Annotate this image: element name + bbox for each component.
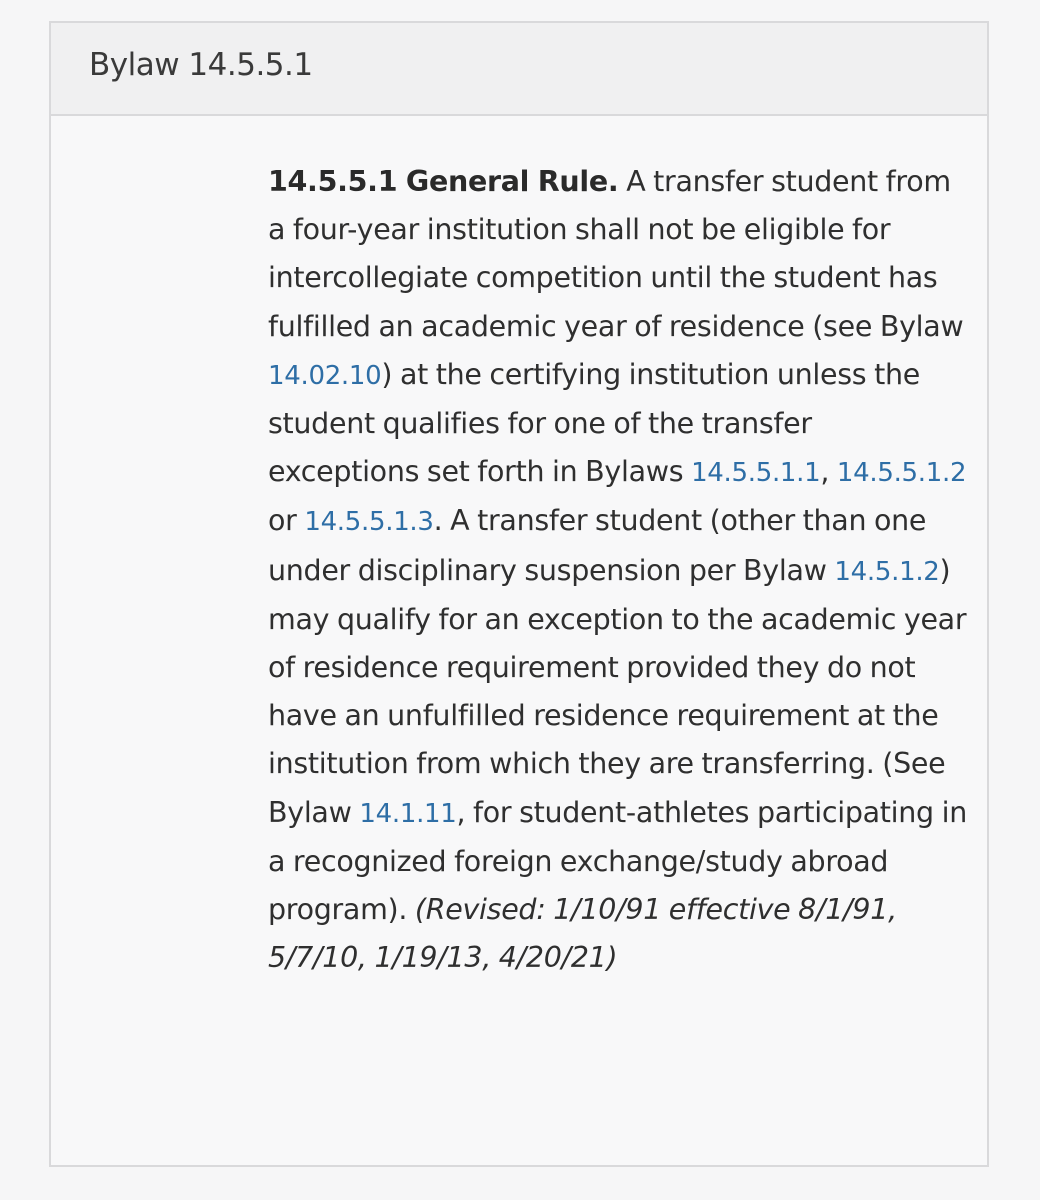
rule-text-segment: A transfer student from a four-year institution shall not be eligible for intercollegiate competition until the student has fulfilled an academic year of residence (see Bylaw — [268, 165, 964, 343]
panel-header — [51, 23, 987, 116]
bylaw-panel — [49, 21, 989, 1167]
rule-text-segment: , — [820, 455, 837, 489]
revision-history: (Revised: 1/10/91 effective 8/1/91, 5/7/10, 1/19/13, 4/20/21) — [268, 893, 897, 975]
rule-text-segment: ) at the certifying institution unless the student qualifies for one of the transfer exceptions set forth in Bylaws — [268, 357, 920, 489]
bylaw-link-14-5-5-1-2[interactable]: 14.5.5.1.2 — [836, 458, 967, 489]
rule-heading: 14.5.5.1 General Rule. — [268, 165, 619, 198]
bylaw-link-14-5-5-1-3[interactable]: 14.5.5.1.3 — [304, 507, 434, 538]
rule-text-segment: , for student-athletes participating in a recognized foreign exchange/study abroad program). — [268, 795, 967, 927]
rule-text-segment: or — [268, 504, 305, 538]
bylaw-link-14-1-11[interactable]: 14.1.11 — [359, 798, 457, 829]
bylaw-title: Bylaw 14.5.5.1 — [89, 46, 313, 83]
rule-text-segment: . A transfer student (other than one under disciplinary suspension per Bylaw — [268, 504, 927, 587]
bylaw-link-14-5-1-2[interactable]: 14.5.1.2 — [834, 556, 940, 587]
rule-paragraph — [268, 158, 968, 982]
bylaw-link-14-02-10[interactable]: 14.02.10 — [268, 360, 382, 391]
bylaw-link-14-5-5-1-1[interactable]: 14.5.5.1.1 — [691, 458, 821, 489]
rule-text-segment: ) may qualify for an exception to the academic year of residence requirement provided they do not have an unfulfilled residence requirement at the institution from which they are transferring. (See Bylaw — [268, 553, 967, 829]
